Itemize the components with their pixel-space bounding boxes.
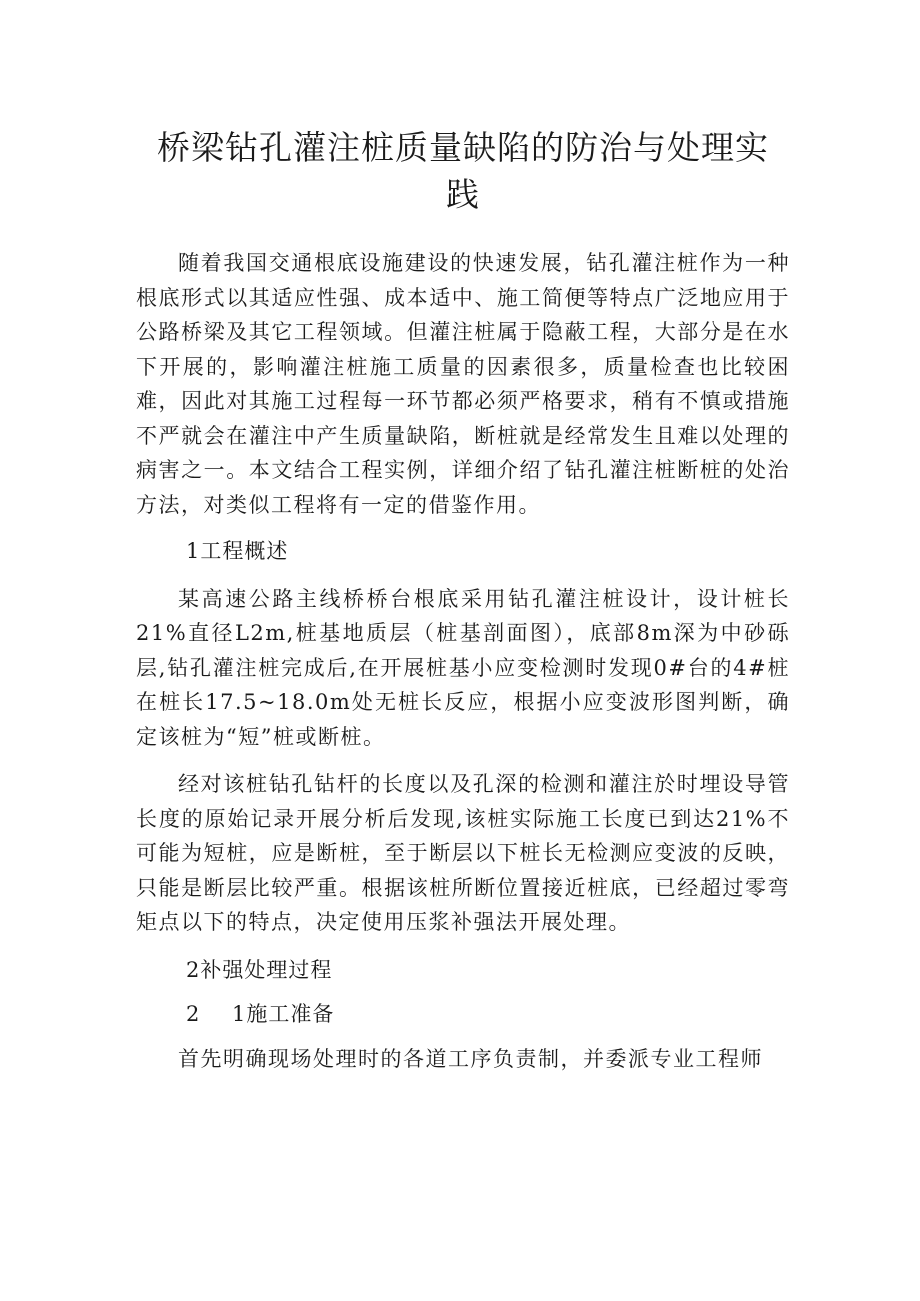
section-heading-1: 1工程概述 (186, 539, 289, 563)
title-line-2: 践 (446, 175, 480, 214)
subsection-number: 2 (186, 1002, 201, 1026)
document-page (136, 0, 790, 1076)
document-title (116, 124, 810, 218)
section-heading-2: 2补强处理过程 (186, 957, 333, 982)
overview-paragraph: 某高速公路主线桥桥台根底采用钻孔灌注桩设计，设计桩长21%直径L2m,桩基地质层（桩基剖面图），底部8m深为中砂砾层,钻孔灌注桩完成后,在开展桩基小应变检测时发现0#台的4#桩在桩长17.5~18.0m处无桩长反应，根据小应变波形图判断，确定该桩为“短”桩或断桩。 (136, 586, 790, 749)
analysis-paragraph: 经对该桩钻孔钻杆的长度以及孔深的检测和灌注於时埋设导管长度的原始记录开展分析后发现,该桩实际施工长度已到达21%不可能为短桩，应是断桩，至于断层以下桩长无检测应变波的反映，只能是断层比较严重。根据该桩所断位置接近桩底，已经超过零弯矩点以下的特点，决定使用压浆补强法开展处理。 (136, 772, 790, 934)
preparation-paragraph: 首先明确现场处理时的各道工序负责制，并委派专业工程师 (178, 1046, 763, 1071)
intro-paragraph: 随着我国交通根底设施建设的快速发展，钻孔灌注桩作为一种根底形式以其适应性强、成本适中、施工简便等特点广泛地应用于公路桥梁及其它工程领域。但灌注桩属于隐蔽工程，大部分是在水下开展的，影响灌注桩施工质量的因素很多，质量检查也比较困难，因此对其施工过程每一环节都必须严格要求，稍有不慎或措施不严就会在灌注中产生质量缺陷，断桩就是经常发生且难以处理的病害之一。本文结合工程实例，详细介绍了钻孔灌注桩断桩的处治方法，对类似工程将有一定的借鉴作用。 (136, 251, 790, 517)
subsection-heading-2-1 (136, 997, 790, 1032)
subsection-title: 1施工准备 (232, 1002, 335, 1026)
title-line-1: 桥梁钻孔灌注桩质量缺陷的防治与处理实 (157, 128, 769, 167)
